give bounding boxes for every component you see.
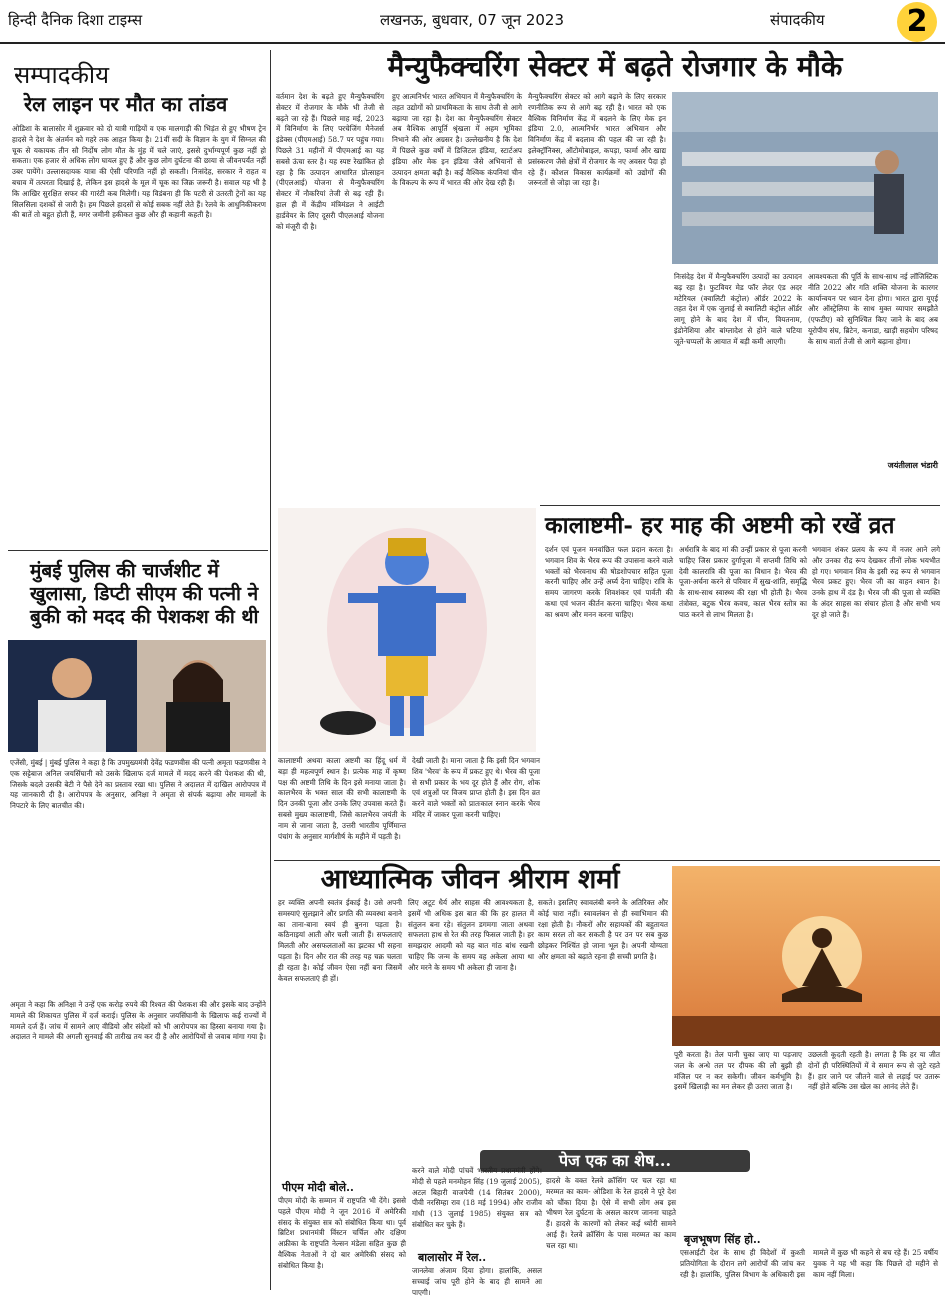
manufacturing-body-1: वर्तमान देश के बढ़ते हुए मैन्युफैक्चरिंग सेक्टर में रोजगार के मौके भी तेजी से बढ़ते जा रहे हैं। पिछले माह मई, 2023 में विनिर्माण के लिए परचेजिंग मैनेजर्स इंडेक्स (पीएमआई) 58.7 पर पहुंच गया। पिछले 31 महीनों में पीएमआई का यह सबसे ऊंचा स्तर है। यह स्पष्ट रेखांकित हो रहा है कि उत्पादन आधारित प्रोत्साहन (पीएलआई) योजना से मैन्युफैक्चरिंग सेक्टर में नौकरियां तेजी से बढ़ रही हैं। हाल ही में केंद्रीय मंत्रिमंडल ने आईटी हार्डवेयर के लिए दूसरी पीएलआई योजना को मंजूरी दी है। (276, 92, 384, 231)
pm-continued-headline: पीएम मोदी बोले.. (282, 1181, 354, 1194)
balasore-continued-body: जानलेवा अंजाम दिया होगा। हालांकि, असल सच्चाई जांच पूरी होने के बाद ही सामने आ पाएगी। (412, 1266, 542, 1297)
meditation-photo (672, 866, 940, 1046)
section-name: संपादकीय (770, 11, 825, 29)
manufacturing-body-4: निःसंदेह देश में मैन्युफैक्चरिंग उत्पादों का उत्पादन बढ़ रहा है। फुटवियर मेड फॉर लेदर एंड अदर मटेरियल (क्वालिटी कंट्रोल) ऑर्डर 2022 के तहत देश में एक जुलाई से क्वालिटी कंट्रोल ऑर्डर लागू होने के बाद देश में चीन, वियतनाम, इंडोनेशिया और बांग्लादेश से होने वाले घटिया जूते-चप्पलों के आयात में बड़ी कमी आएगी। (674, 272, 802, 346)
sriram-headline: आध्यात्मिक जीवन श्रीराम शर्मा (320, 864, 620, 895)
bhairav-art (278, 508, 536, 752)
police-photo (8, 640, 266, 752)
manufacturing-body-5: आवश्यकता की पूर्ति के साथ-साथ नई लॉजिस्टिक नीति 2022 और गति शक्ति योजना के कारगर कार्यान्वयन पर ध्यान देना होगा। भारत द्वारा यूएई और ऑस्ट्रेलिया के साथ मुक्त व्यापार समझौते (एफटीए) को सुनिश्चित किए जाने के बाद अब यूरोपीय संघ, ब्रिटेन, कनाडा, खाड़ी सहयोग परिषद के साथ वार्ता तेजी से आगे बढ़ाना होगा। (808, 272, 938, 346)
paper-name: हिन्दी दैनिक दिशा टाइम्स (8, 11, 143, 29)
continued-banner: पेज एक का शेष... (480, 1150, 750, 1172)
police-headline: मुंबई पुलिस की चार्जशीट में खुलासा, डिप्टी सीएम की पत्नी ने बुकी को मदद की पेशकश की थी (30, 560, 259, 628)
brij-continued-headline: बृजभूषण सिंह हो.. (684, 1233, 761, 1246)
masthead (0, 0, 945, 44)
manufacturing-body-3: मैन्युफैक्चरिंग सेक्टर को आगे बढ़ाने के लिए सरकार रणनीतिक रूप से आगे बढ़ रही है। भारत को एक वैश्विक विनिर्माण केंद्र में बदलने के लिए मेक इन इंडिया 2.0, आत्मनिर्भर भारत अभियान और विनिर्माण केंद्र में बदलाव की पहल की जा रही है। इलेक्ट्रॉनिक्स, ऑटोमोबाइल, कपड़ा, फार्मा और खाद्य प्रसंस्करण जैसे क्षेत्रों में रोजगार के नए अवसर पैदा हो रहे हैं। कौशल विकास कार्यक्रमों को उद्योगों की जरूरतों से जोड़ा जा रहा है। (528, 92, 666, 188)
police-body-1: एजेंसी, मुंबई | मुंबई पुलिस ने कहा है कि उपमुख्यमंत्री देवेंद्र फडणवीस की पत्नी अमृता फडणवीस ने एक सट्टेबाज अनिल जयसिंघानी को उसके खिलाफ दर्ज मामले में मदद करने की पेशकश की थी, जिसके बदले उसकी बेटी ने पैसे देने का प्रस्ताव रखा था। पुलिस ने अदालत में दाखिल आरोपपत्र में यह जानकारी दी है। आरोपपत्र के अनुसार, अनिक्षा ने अमृता से संपर्क बढ़ाया और मामलों के निपटारे के लिए बातचीत की। (10, 758, 266, 811)
section-label: सम्पादकीय (14, 61, 110, 89)
sriram-body-5: उछलती कूदती रहती है। लगता है कि हर या जीत दोनों ही परिस्थितियों में वे समान रूप से जुटे रहते हैं। हार जाने पर जीतने वाले से लड़ाई पर उतारू नहीं होते बल्कि उस खेल का आनंद लेते हैं। (808, 1050, 940, 1092)
kalashtami-body-2: देखी जाती है। माना जाता है कि इसी दिन भगवान शिव 'भैरव' के रूप में प्रकट हुए थे। भैरव की पूजा से सभी प्रकार के भय दूर होते हैं और रोग, शोक एवं शत्रुओं पर विजय प्राप्त होती है। इस दिन व्रत करने वाले भक्तों को प्रातःकाल स्नान करके भैरव मंदिर में जाकर पूजा करनी चाहिए। (412, 756, 541, 819)
balasore-continued-body-2: हादसे के वक्त रेलवे क्रॉसिंग पर चल रहा था मरम्मत का काम- ओडिशा के रेल हादसे ने पूरे देश को चौंका दिया है। ऐसे में सभी लोग अब इस भीषण रेल दुर्घटना के असल कारण जानना चाहते हैं। हादसे के कारणों को लेकर कई थ्योरी सामने आई हैं। रेलवे क्रॉसिंग के पास मरम्मत का काम चल रहा था। (546, 1176, 676, 1250)
kalashtami-body-4: अर्धरात्रि के बाद मां की उन्हीं प्रकार से पूजा करनी चाहिए जिस प्रकार दुर्गापूजा में सप्तमी तिथि को देवी कालरात्रि की पूजा का विधान है। भैरव की पूजा-अर्चना करने से परिवार में सुख-शांति, समृद्धि के साथ-साथ स्वास्थ्य की रक्षा भी होती है। भैरव तंत्रोक्त, बटुक भैरव कवच, काल भैरव स्तोत्र का पाठ करने से लाभ मिलता है। (679, 545, 807, 619)
dateline: लखनऊ, बुधवार, 07 जून 2023 (380, 11, 565, 29)
kalashtami-body-1: कालाष्टमी अथवा काला अष्टमी का हिंदू धर्म में बड़ा ही महत्वपूर्ण स्थान है। प्रत्येक माह में कृष्ण पक्ष की अष्टमी तिथि के दिन इसे मनाया जाता है। कालभैरव के भक्त साल की सभी कालाष्टमी के दिन उनकी पूजा और उनके लिए उपवास करते हैं। सबसे मुख्य कालाष्टमी, जिसे कालभैरव जयंती के नाम से जाना जाता है, उत्तरी भारतीय पूर्णिमान्त पंचांग के अनुसार मार्गशीर्ष के महीने में पड़ती है। (278, 756, 406, 841)
meditation-art (672, 866, 940, 1046)
manufacturing-byline: जयंतीलाल भंडारी (887, 460, 938, 470)
factory-photo-art (672, 92, 938, 264)
rail-headline: रेल लाइन पर मौत का तांडव (24, 92, 228, 116)
police-photo-art (8, 640, 266, 752)
manufacturing-body-2: हुए आत्मनिर्भर भारत अभियान में मैन्युफैक्चरिंग के तहत उद्योगों को प्राथमिकता के साथ तेजी से आगे बढ़ाया जा रहा है। देश का मैन्युफैक्चरिंग सेक्टर अब वैश्विक आपूर्ति श्रृंखला में अहम भूमिका निभाने की ओर अग्रसर है। उल्लेखनीय है कि देश में पिछले कुछ वर्षों में डिजिटल इंडिया, स्टार्टअप इंडिया और मेक इन इंडिया जैसे अभियानों से उत्पादन क्षमता बढ़ी है। कई वैश्विक कंपनियां चीन के विकल्प के रूप में भारत की ओर देख रही हैं। (392, 92, 522, 188)
sriram-body-2: लिए अटूट धैर्य और साहस की आवश्यकता है, इसमें भी अधिक इस बात की कि हर हालत में संतुलन बना रहे। संतुलन डगमगा जाता अथवा सफलता हाथ से रेत की तरह फिसल जाती है। हर समझदार आदमी को यह बात गांठ बांध रखनी चाहिए कि जन्म के समय वह अकेला आया था और मरने के समय भी अकेला ही जाना है। (408, 898, 534, 972)
kalashtami-headline: कालाष्टमी- हर माह की अष्टमी को रखें व्रत (545, 512, 895, 539)
sriram-body-3: सकते। इसलिए स्वावलंबी बनने के अतिरिक्त और कोई चारा नहीं। स्वावलंबन से ही स्वाभिमान की रक्षा होती है। नौकरों और सहायकों की बहुतायत काम सरल तो कर सकती है पर उन पर सब कुछ छोड़कर निश्चिंत हो जाना भूल है। अपनी योग्यता और क्षमता को बढ़ाते रहना ही सच्ची प्रगति है। (538, 898, 668, 961)
page-number: 2 (897, 2, 937, 42)
sriram-body-1: हर व्यक्ति अपनी स्वतंत्र ईकाई है। उसे अपनी समस्याएं सुलझाने और प्रगति की व्यवस्था बनाने का ताना-बाना स्वयं ही बुनना पड़ता है। कठिनाइयां आती और चली जाती हैं। सफलताएं मिलती और असफलताओं का झटका भी सहना पड़ता है। दिन और रात की तरह यह चक्र चलता ही रहता है। कोई जीवन ऐसा नहीं बना जिसमें केवल सफलताएं ही हों। (278, 898, 402, 983)
police-body-2: अमृता ने कहा कि अनिक्षा ने उन्हें एक करोड़ रुपये की रिश्वत की पेशकश की और इसके बाद उन्होंने मामले की शिकायत पुलिस में दर्ज कराई। पुलिस के अनुसार जयसिंघानी के खिलाफ कई राज्यों में मामले दर्ज हैं। जांच में सामने आए वीडियो और संदेशों को भी आरोपपत्र का हिस्सा बनाया गया है। अदालत ने मामले की अगली सुनवाई की तारीख तय कर दी है और आरोपियों से जवाब मांगा गया है। (10, 1000, 266, 1042)
sriram-body-4: पूरी करता है। तेल पानी चुका जाए या पड़जाए जल के अन्धे तल पर दीपक की लौ बुझी ही मंजिल पर न कर सकेगी। जीवन कर्मभूमि है। इसमें खिलाड़ी का मन लेकर ही उतरा जाता है। (674, 1050, 802, 1092)
rail-body: ओडिशा के बालासोर में शुक्रवार को दो यात्री गाड़ियों व एक मालगाड़ी की भिड़ंत से हुए भीषण ट्रेन हादसे ने देश के अंतर्मन को गहरे तक आहत किया है। 21वीं सदी के विज्ञान के युग में सिग्नल की चूक से यकायक तीन सौ निर्दोष लोग मौत के मुंह में चले जाएं, इससे दुर्भाग्यपूर्ण कुछ नहीं हो सकता। एक हजार से अधिक लोग घायल हुए हैं और कुछ लोग दुर्घटना की छाया से जीवनपर्यंत नहीं उबर पायेंगे। उल्लासदायक यात्रा की ऐसी परिणति नहीं हो सकती। निःसंदेह, सरकार ने राहत व बचाव में तत्परता दिखाई है, लेकिन इस हादसे के मूल में चूक का जिक्र जरूरी है। सवाल यह भी है कि आखिर सुरक्षित सफर की गारंटी कब मिलेगी। यह विडंबना ही कि पटरी से उतरती ट्रेनों का यह सिलसिला दशकों से जारी है। हम पिछले हादसों से कोई सबक नहीं लेते हैं। रेलवे के आधुनिकीकरण की बातें तो बहुत होती हैं, मगर जमीनी हकीकत कुछ और ही कहानी कहती है। (12, 124, 266, 220)
pm-continued-body-2: करने वाले मोदी पांचवें भारतीय प्रधानमंत्री होंगे। मोदी से पहले मनमोहन सिंह (19 जुलाई 2005), अटल बिहारी वाजपेयी (14 सितंबर 2000), पीवी नरसिम्हा राव (18 मई 1994) और राजीव गांधी (13 जुलाई 1985) संयुक्त सत्र को संबोधित कर चुके हैं। (412, 1166, 542, 1229)
manufacturing-headline: मैन्युफैक्चरिंग सेक्टर में बढ़ते रोजगार के मौके (387, 50, 843, 83)
factory-photo (672, 92, 938, 264)
pm-continued-body: पीएम मोदी के सम्मान में राष्ट्रपति भी देंगे। इससे पहले पीएम मोदी ने जून 2016 में अमेरिकी संसद के संयुक्त सत्र को संबोधित किया था। पूर्व ब्रिटिश प्रधानमंत्री विंस्टन चर्चिल और दक्षिण अफ्रीका के राष्ट्रपति नेल्सन मंडेला सहित कुछ ही वैश्विक नेताओं ने दो बार अमेरिकी संसद को संबोधित किया है। (278, 1196, 406, 1270)
kalashtami-body-3: दर्शन एवं पूजन मनवांछित फल प्रदान करता है। भगवान शिव के भैरव रूप की उपासना करने वाले भक्तों को भैरवनाथ की षोडशोपचार सहित पूजा करनी चाहिए और उन्हें अर्घ्य देना चाहिए। रात्रि के समय जागरण करके शिवशंकर एवं पार्वती की कथा एवं भजन कीर्तन करना चाहिए। भैरव कथा का श्रवण और मनन करना चाहिए। (545, 545, 673, 619)
bhairav-illustration (278, 508, 536, 752)
brij-continued-body: एसआईटी देश के साथ ही विदेशों में कुश्ती प्रतियोगिता के दौरान लगे आरोपों की जांच कर रही है। हालांकि, पुलिस विभाग के अधिकारी इस मामले में कुछ भी कहने से बच रहे हैं। 25 वर्षीय युवक ने यह भी कहा कि पिछले दो महीने से काम नहीं मिला। (680, 1248, 938, 1279)
kalashtami-body-5: भगवान शंकर प्रलय के रूप में नजर आने लगे और उनका रौद्र रूप देखकर तीनों लोक भयभीत हो गए। भगवान शिव के इसी रुद्र रूप से भगवान भैरव प्रकट हुए। भैरव जी का वाहन श्वान है। उनके हाथ में दंड है। भैरव जी की पूजा से व्यक्ति के अंदर साहस का संचार होता है और सभी भय दूर हो जाते हैं। (812, 545, 940, 619)
balasore-continued-headline: बालासोर में रेल.. (418, 1251, 487, 1264)
